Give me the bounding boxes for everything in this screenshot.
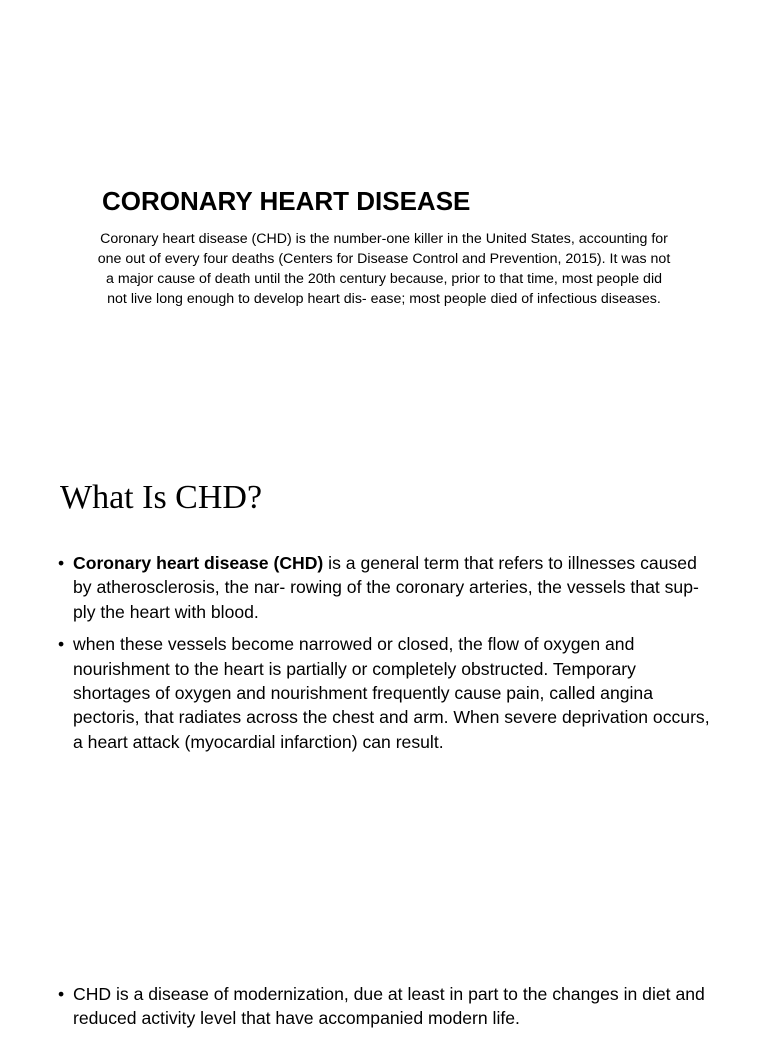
bullet-bold-term: Coronary heart disease (CHD) xyxy=(73,553,324,573)
bullet-item xyxy=(58,632,718,754)
bullet-text: CHD is a disease of modernization, due at least in part to the changes in diet and reduced activity level that have accompanied modern life. xyxy=(73,984,705,1029)
bullet-text: when these vessels become narrowed or closed, the flow of oxygen and nourishment to the heart is partially or completely obstructed. Temporary shortages of oxygen and nourishment frequently cause pain, called angina pectoris, that radiates across the chest and arm. When severe deprivation occurs, a heart attack (myocardial infarction) can result. xyxy=(73,634,710,752)
bullet-item xyxy=(58,551,718,624)
slide-title: CORONARY HEART DISEASE xyxy=(102,186,471,216)
bullet-list xyxy=(58,551,718,762)
bullet-icon: • xyxy=(58,984,65,1004)
slide-body-text: Coronary heart disease (CHD) is the number-one killer in the United States, accounting for one out of every four deaths (Centers for Disease Control and Prevention, 2015). It was not a major cause of death until the 20th century because, prior to that time, most people did not live long enough to develop heart dis- ease; most people died of infectious diseases. xyxy=(97,231,671,307)
bullet-icon: • xyxy=(58,553,65,573)
slide-title: What Is CHD? xyxy=(60,479,263,516)
bullet-list xyxy=(58,982,718,1039)
bullet-item xyxy=(58,982,718,1031)
slide-chd-modernization xyxy=(0,960,768,1029)
slide-what-is-chd xyxy=(0,440,768,960)
bullet-icon: • xyxy=(58,634,65,655)
slide-coronary-heart-disease xyxy=(0,0,768,440)
bullet-text: is a general term that refers to illnesses caused by atherosclerosis, the nar- rowing of the coronary arteries, the vessels that sup- ply the heart with blood. xyxy=(73,553,699,622)
